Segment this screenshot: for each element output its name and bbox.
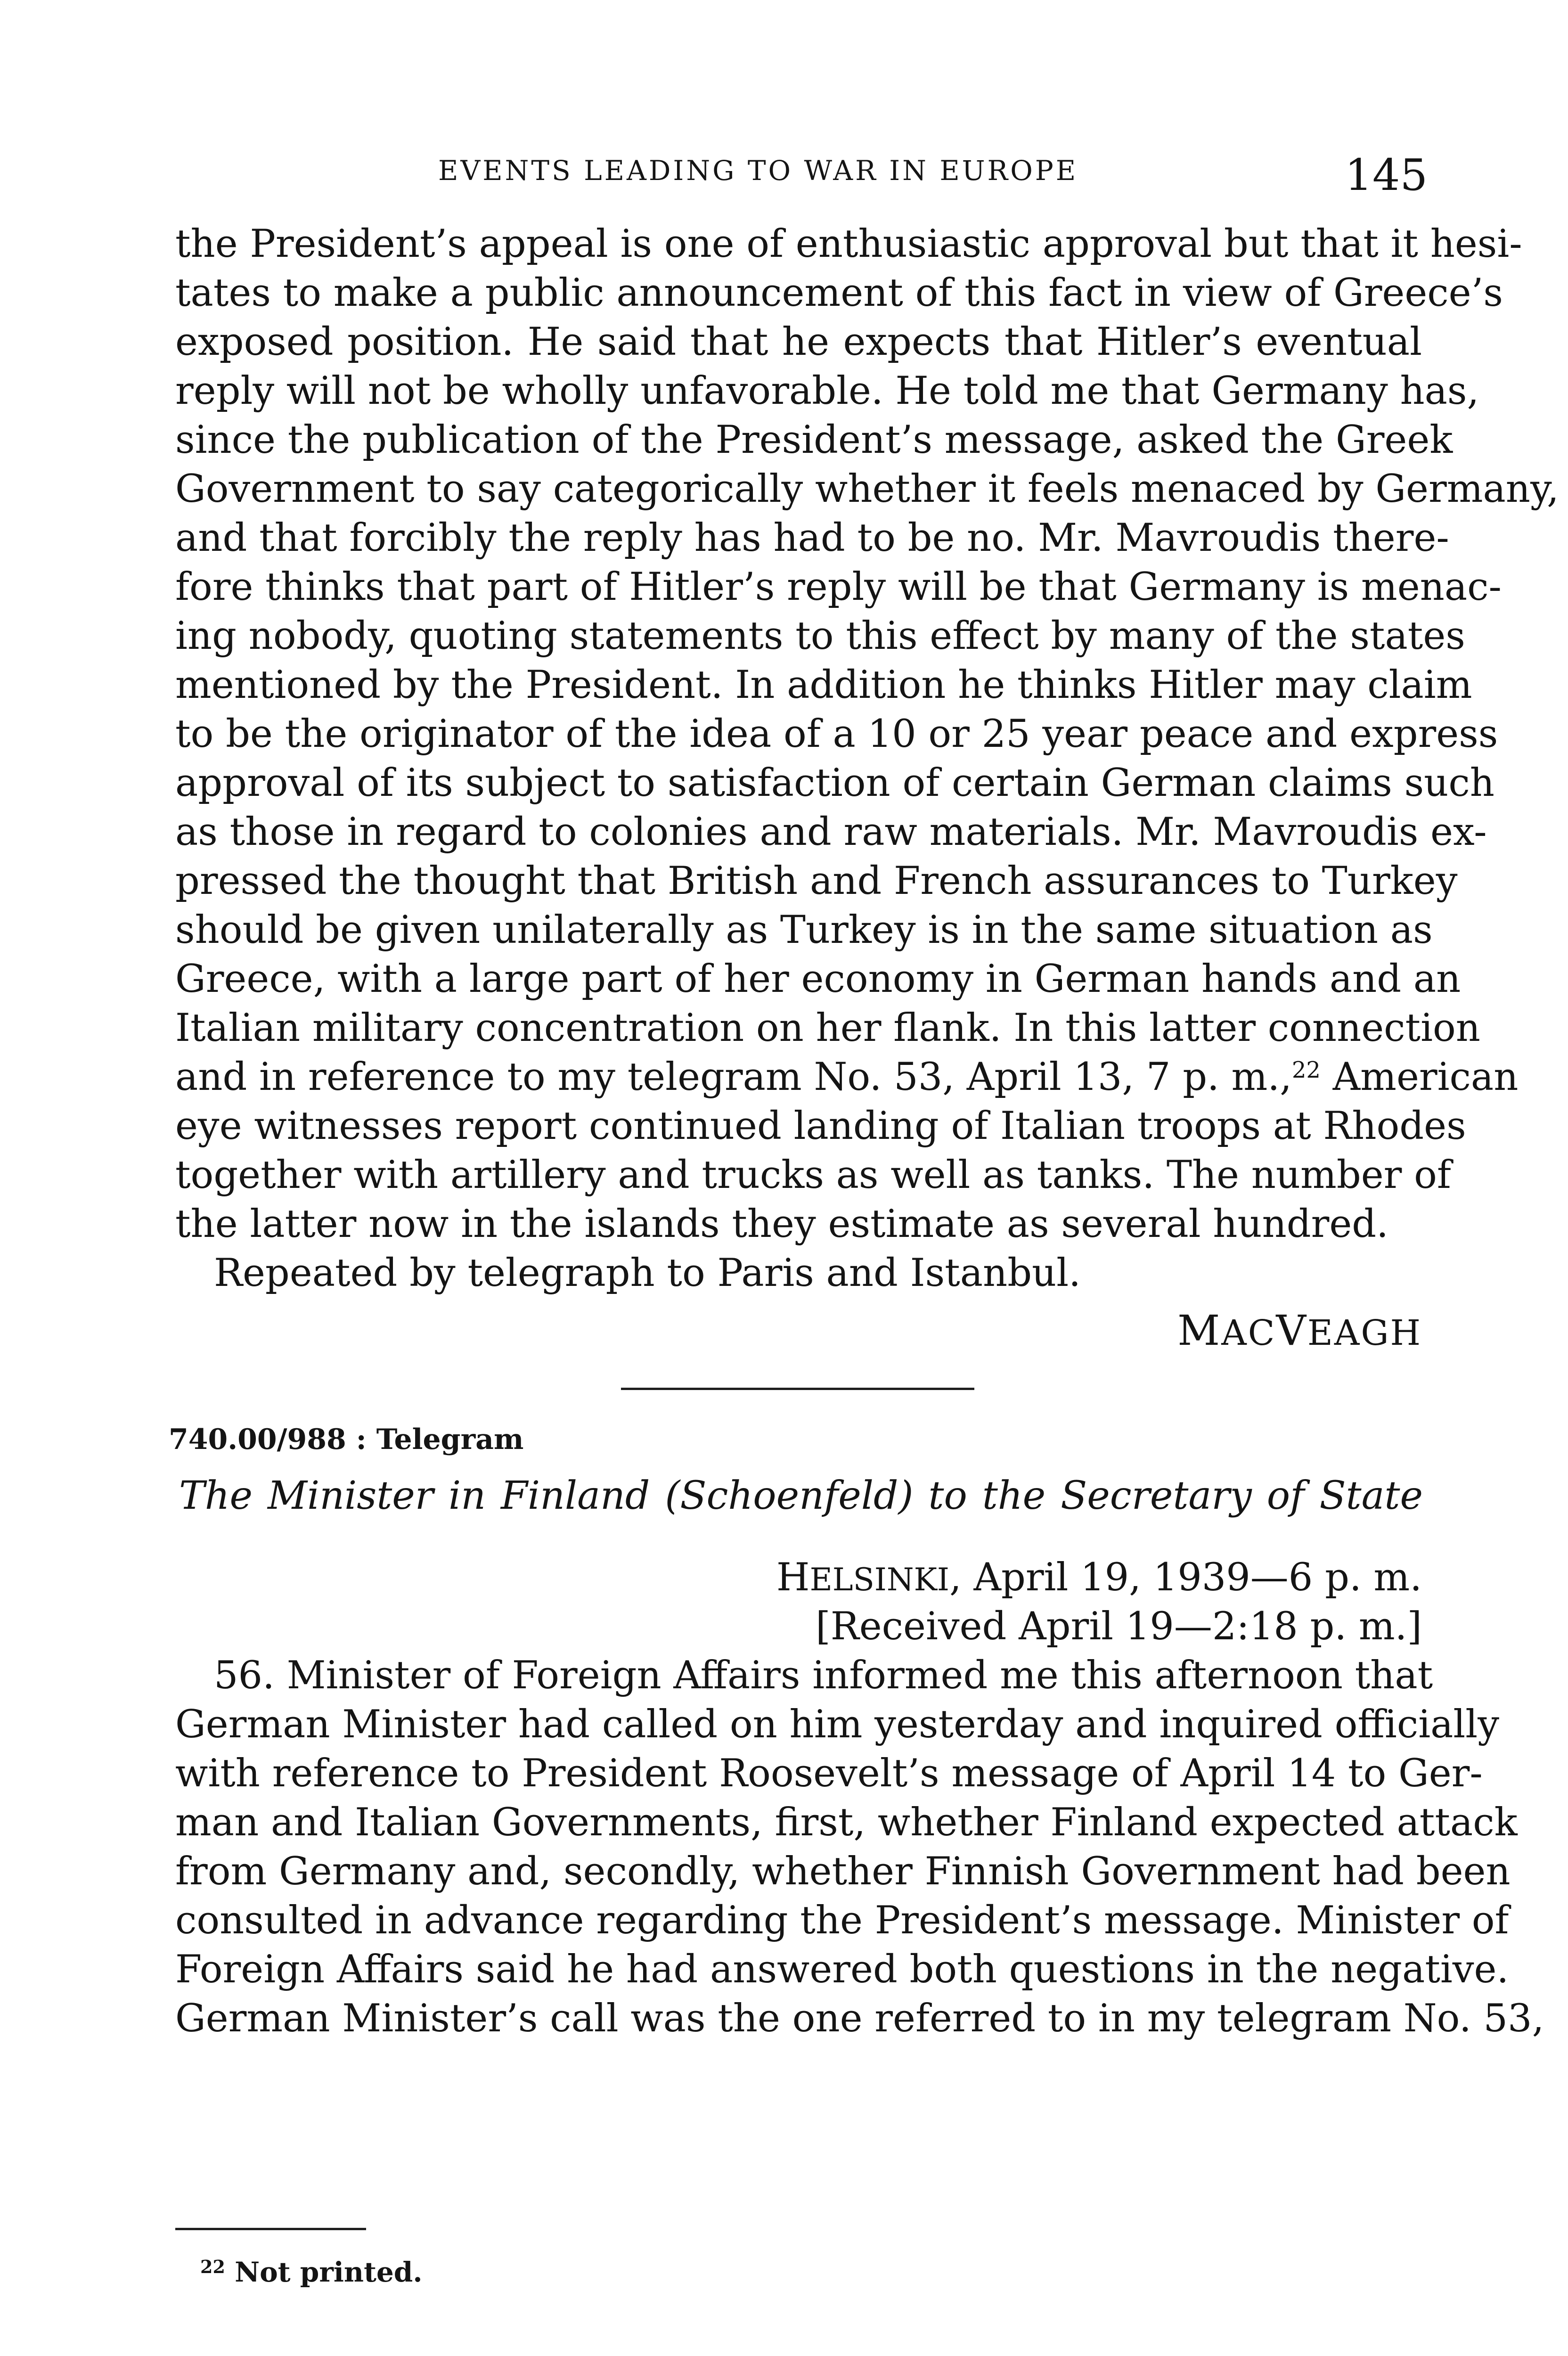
signature	[1177, 1306, 1422, 1355]
text-line: Government to say categorically whether it feels menaced by Germany,	[175, 467, 1559, 511]
footnote-reference: 22	[1291, 1057, 1321, 1083]
text-line: ing nobody, quoting statements to this effect by many of the states	[175, 614, 1465, 658]
page-number: 145	[1345, 150, 1428, 200]
signature-small-caps: EAGH	[1307, 1313, 1422, 1353]
text-line: German Minister had called on him yesterday and inquired officially	[175, 1702, 1499, 1747]
text-line: fore thinks that part of Hitler’s reply will be that Germany is menac-	[175, 565, 1502, 609]
repeated-note: Repeated by telegraph to Paris and Istanbul.	[214, 1251, 1081, 1295]
footnote	[200, 2256, 423, 2288]
text-line: the President’s appeal is one of enthusiastic approval but that it hesi-	[175, 222, 1522, 266]
text-line: Foreign Affairs said he had answered both questions in the negative.	[175, 1947, 1509, 1992]
text-line: exposed position. He said that he expects that Hitler’s eventual	[175, 320, 1422, 364]
text-line: German Minister’s call was the one referred to in my telegram No. 53,	[175, 1996, 1544, 2041]
text-line: approval of its subject to satisfaction of certain German claims such	[175, 761, 1494, 805]
running-title: EVENTS LEADING TO WAR IN EUROPE	[438, 155, 1078, 187]
text-line: with reference to President Roosevelt’s message of April 14 to Ger-	[175, 1751, 1483, 1796]
text-line-with-footnote-ref	[175, 1053, 1519, 1102]
running-head	[174, 150, 1428, 206]
text-line: from Germany and, secondly, whether Finnish Government had been	[175, 1849, 1511, 1894]
text-line: as those in regard to colonies and raw materials. Mr. Mavroudis ex-	[175, 810, 1487, 854]
text-line: 56. Minister of Foreign Affairs informed me this afternoon that	[214, 1653, 1433, 1698]
footnote-text: Not printed.	[225, 2256, 423, 2288]
text-line: Italian military concentration on her flank. In this latter connection	[175, 1006, 1480, 1050]
received-line: [Received April 19—2:18 p. m.]	[816, 1604, 1422, 1649]
text-line: consulted in advance regarding the President’s message. Minister of	[175, 1898, 1509, 1943]
footnote-mark: 22	[200, 2256, 225, 2277]
text-line: eye witnesses report continued landing of Italian troops at Rhodes	[175, 1104, 1466, 1148]
signature-initial: V	[1276, 1306, 1307, 1355]
text-line: since the publication of the President’s message, asked the Greek	[175, 418, 1453, 462]
text-segment: American	[1320, 1055, 1519, 1099]
text-line: mentioned by the President. In addition he thinks Hitler may claim	[175, 663, 1472, 707]
text-line: should be given unilaterally as Turkey is in the same situation as	[175, 908, 1433, 952]
document-heading: The Minister in Finland (Schoenfeld) to the Secretary of State	[179, 1473, 1423, 1518]
dateline-small-caps: ELSINKI	[809, 1562, 949, 1598]
document-reference: 740.00/988 : Telegram	[169, 1423, 524, 1456]
text-line: reply will not be wholly unfavorable. He told me that Germany has,	[175, 369, 1479, 413]
section-divider	[621, 1388, 974, 1390]
signature-small-caps: AC	[1221, 1313, 1276, 1353]
text-line: to be the originator of the idea of a 10 or 25 year peace and express	[175, 712, 1498, 756]
text-line: together with artillery and trucks as well as tanks. The number of	[175, 1153, 1451, 1197]
signature-initial: M	[1177, 1306, 1222, 1355]
text-line: man and Italian Governments, first, whether Finland expected attack	[175, 1800, 1518, 1845]
text-line: and that forcibly the reply has had to be no. Mr. Mavroudis there-	[175, 516, 1449, 560]
text-line: pressed the thought that British and French assurances to Turkey	[175, 859, 1458, 903]
text-line: tates to make a public announcement of this fact in view of Greece’s	[175, 271, 1503, 315]
text-line: Greece, with a large part of her economy in German hands and an	[175, 957, 1461, 1001]
dateline-initial: H	[776, 1555, 810, 1600]
dateline-date: , April 19, 1939—6 p. m.	[949, 1555, 1422, 1600]
dateline	[776, 1553, 1422, 1602]
text-segment: and in reference to my telegram No. 53, April 13, 7 p. m.,	[175, 1055, 1292, 1099]
text-line: the latter now in the islands they estimate as several hundred.	[175, 1202, 1388, 1246]
footnote-divider	[175, 2228, 366, 2230]
